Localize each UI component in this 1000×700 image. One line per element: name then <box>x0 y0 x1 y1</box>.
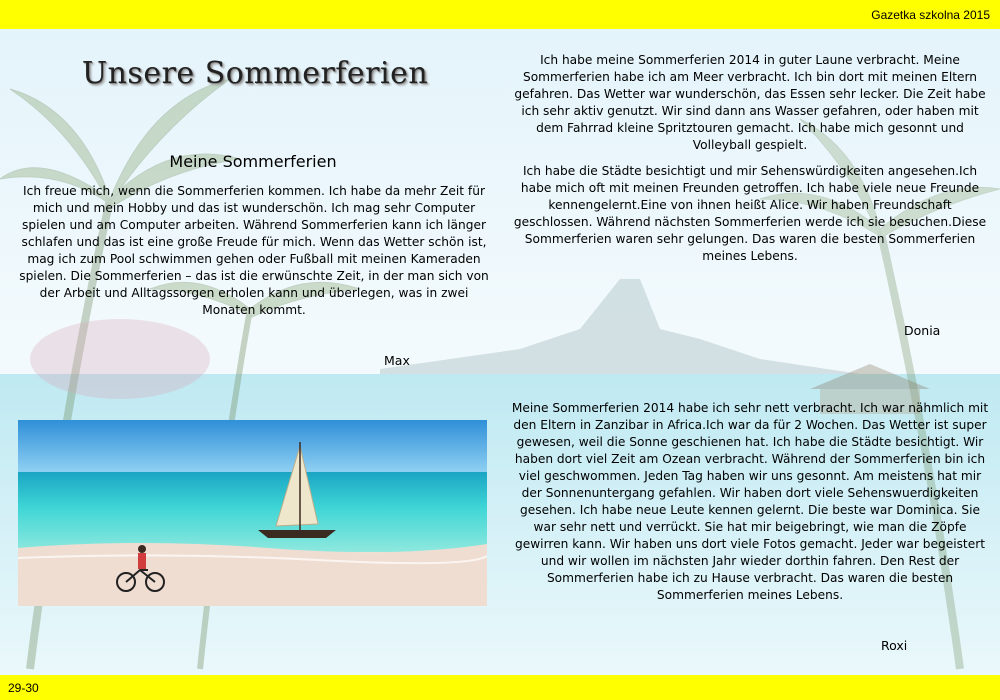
author-donia: Donia <box>904 323 941 338</box>
article-roxi <box>510 400 990 604</box>
author-roxi: Roxi <box>881 638 908 653</box>
beach-sailboat-photo <box>18 420 487 606</box>
masthead: Gazetka szkolna 2015 <box>871 8 990 22</box>
article-donia <box>510 52 990 265</box>
page-title: Unsere Sommerferien <box>81 56 429 91</box>
page-numbers: 29-30 <box>8 681 39 695</box>
author-max: Max <box>384 353 410 368</box>
article-max-body: Ich freue mich, wenn die Sommerferien kommen. Ich habe da mehr Zeit für mich und mein Hobby und das ist wunderschön. Ich mag sehr Computer spielen und am Computer arbeiten. Während Sommerferien kann ich länger schlafen und das ist eine große Freude für mich. Wenn das Wetter schön ist, mag ich zum Pool schwimmen gehen oder Fußball mit meinen Kameraden spielen. Die Sommerferien – das ist die erwünschte Zeit, in der man sich von der Arbeit und Alltagssorgen erholen kann und überlegen, was in zwei Monaten kommt. <box>19 184 489 317</box>
article-roxi-body: Meine Sommerferien 2014 habe ich sehr nett verbracht. Ich war nähmlich mit den Eltern in Zanzibar in Africa.Ich war da für 2 Wochen. Das Wetter ist super gewesen, weil die Sonne geschienen hat. Ich habe die Städte besichtigt. Wir haben dort viel Zeit am Ozean verbracht. Während der Sommerferien bin ich viel geschwommen. Jeden Tag haben wir uns gesonnt. Am meistens hat mir der Sonnenuntergang gefahlen. Wir haben dort viele Sehenswuerdigkeiten gesehen. Ich habe neue Leute kennen gelernt. Die beste war Dominica. Sie war sehr nett und verrückt. Sie hat mir beigebringt, wie man die Zöpfe gewirren kann. Wir haben uns dort viele Fotos gemacht. Jeder war begeistert und wir wollen im nächsten Jahr wieder dorthin fahren. Den Rest der Sommerferien habe ich zu Hause verbracht. Das waren die besten Sommerferien meines Lebens. <box>511 401 989 602</box>
header-bar <box>0 0 1000 29</box>
article-max-heading: Meine Sommerferien <box>169 152 337 171</box>
footer-bar <box>0 675 1000 700</box>
article-donia-paragraph-1: Ich habe meine Sommerferien 2014 in guter Laune verbracht. Meine Sommerferien habe ich am Meer verbracht. Ich bin dort mit meinen Eltern gefahren. Das Wetter war wunderschön, das Essen sehr lecker. Die Zeit habe ich sehr aktiv genutzt. Wir sind dann ans Wasser gefahren, oder haben mit dem Fahrrad kleine Spritztouren gemacht. Ich habe mich gesonnt und Volleyball gespielt. <box>514 53 986 152</box>
article-max <box>14 183 494 319</box>
article-donia-paragraph-2: Ich habe die Städte besichtigt und mir Sehenswürdigkeiten angesehen.Ich habe mich oft mit meinen Freunden getroffen. Ich habe viele neue Freunde kennengelernt.Eine von ihnen heißt Alice. Wir haben Freundschaft geschlossen. Während nächsten Sommerferien werde ich sie besuchen.Diese Sommerferien waren sehr gelungen. Das waren die besten Sommerferien meines Lebens. <box>513 164 987 263</box>
